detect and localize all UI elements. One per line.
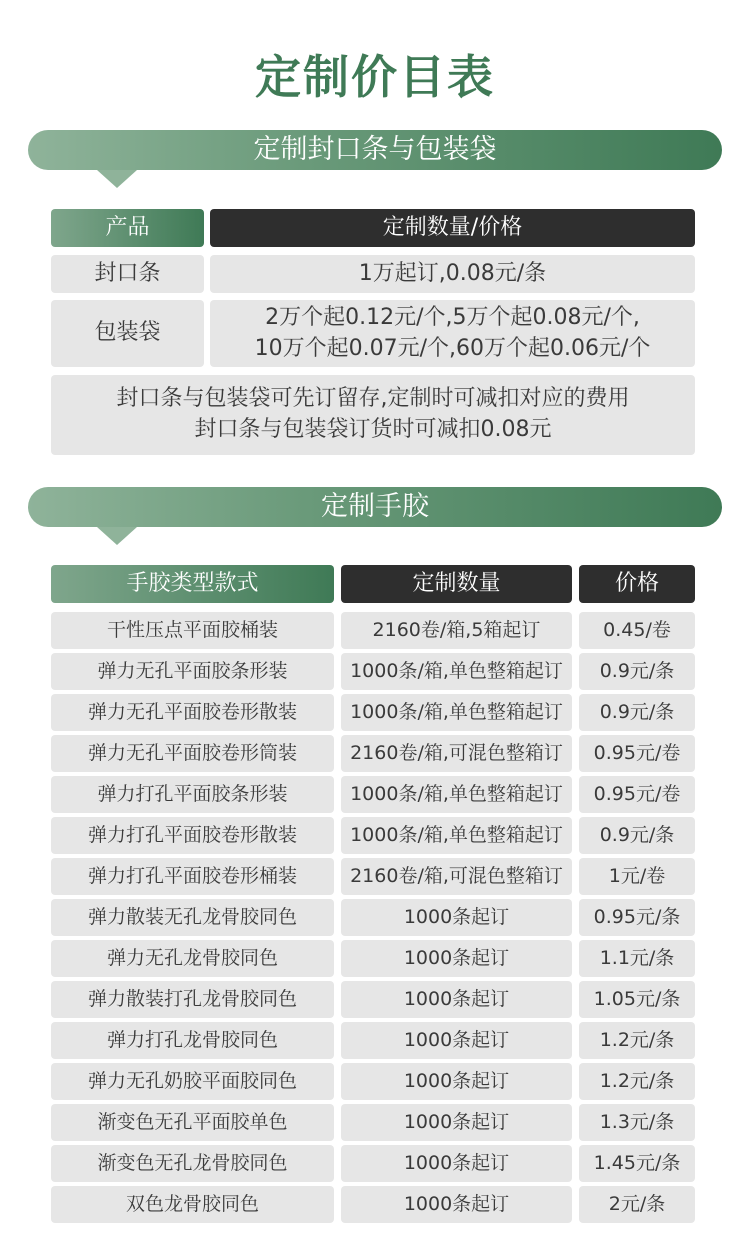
grip-type-cell: 弹力打孔平面胶卷形桶装 <box>51 858 334 895</box>
price-packaging-bag <box>210 300 695 367</box>
grip-price-cell: 1.2元/条 <box>579 1022 695 1059</box>
banner-notch <box>97 527 137 545</box>
product-packaging-bag: 包装袋 <box>51 300 204 367</box>
grip-type-cell: 弹力无孔奶胶平面胶同色 <box>51 1063 334 1100</box>
note-line: 封口条与包装袋可先订留存,定制时可减扣对应的费用 <box>116 386 630 412</box>
page-title: 定制价目表 <box>255 50 495 104</box>
grip-price-cell: 0.95元/卷 <box>579 735 695 772</box>
grip-type-cell: 弹力无孔龙骨胶同色 <box>51 940 334 977</box>
grip-price-cell: 1元/卷 <box>579 858 695 895</box>
banner-notch <box>97 170 137 188</box>
grip-qty-cell: 1000条起订 <box>341 981 572 1018</box>
grip-qty-cell: 1000条/箱,单色整箱起订 <box>341 653 572 690</box>
grip-price-cell: 1.1元/条 <box>579 940 695 977</box>
grip-type-cell: 弹力散装无孔龙骨胶同色 <box>51 899 334 936</box>
grip-qty-cell: 1000条/箱,单色整箱起订 <box>341 817 572 854</box>
grip-price-cell: 1.05元/条 <box>579 981 695 1018</box>
price-line: 2万个起0.12元/个,5万个起0.08元/个, <box>265 304 640 330</box>
grip-type-cell: 弹力无孔平面胶卷形散装 <box>51 694 334 731</box>
grip-qty-cell: 1000条起订 <box>341 1104 572 1141</box>
price-line: 1万起订,0.08元/条 <box>358 260 547 286</box>
grip-type-cell: 弹力打孔平面胶卷形散装 <box>51 817 334 854</box>
grip-qty-cell: 1000条起订 <box>341 1145 572 1182</box>
note-box <box>51 375 695 455</box>
grip-qty-cell: 2160卷/箱,可混色整箱订 <box>341 858 572 895</box>
grip-type-cell: 弹力打孔平面胶条形装 <box>51 776 334 813</box>
grip-price-cell: 0.9元/条 <box>579 817 695 854</box>
grip-type-cell: 弹力无孔平面胶条形装 <box>51 653 334 690</box>
header-price: 价格 <box>579 565 695 603</box>
grip-type-cell: 渐变色无孔龙骨胶同色 <box>51 1145 334 1182</box>
grip-qty-cell: 2160卷/箱,5箱起订 <box>341 612 572 649</box>
grip-qty-cell: 2160卷/箱,可混色整箱订 <box>341 735 572 772</box>
grip-price-cell: 1.3元/条 <box>579 1104 695 1141</box>
grip-price-cell: 1.2元/条 <box>579 1063 695 1100</box>
grip-qty-cell: 1000条起订 <box>341 1186 572 1223</box>
grip-price-cell: 0.45/卷 <box>579 612 695 649</box>
header-product: 产品 <box>51 209 204 247</box>
grip-type-cell: 干性压点平面胶桶装 <box>51 612 334 649</box>
price-seal-strip <box>210 255 695 293</box>
price-line: 10万个起0.07元/个,60万个起0.06元/个 <box>254 335 651 361</box>
section-banner-grip-tape: 定制手胶 <box>28 487 722 527</box>
grip-price-cell: 0.95元/条 <box>579 899 695 936</box>
header-custom-qty: 定制数量 <box>341 565 572 603</box>
note-line: 封口条与包装袋订货时可减扣0.08元 <box>194 417 552 442</box>
grip-price-cell: 0.9元/条 <box>579 694 695 731</box>
section-banner-packaging: 定制封口条与包装袋 <box>28 130 722 170</box>
header-qty-price: 定制数量/价格 <box>210 209 695 247</box>
product-seal-strip: 封口条 <box>51 255 204 293</box>
grip-price-cell: 2元/条 <box>579 1186 695 1223</box>
grip-type-cell: 弹力散装打孔龙骨胶同色 <box>51 981 334 1018</box>
grip-qty-cell: 1000条起订 <box>341 899 572 936</box>
grip-qty-cell: 1000条/箱,单色整箱起订 <box>341 694 572 731</box>
header-grip-type: 手胶类型款式 <box>51 565 334 603</box>
grip-qty-cell: 1000条起订 <box>341 940 572 977</box>
grip-qty-cell: 1000条/箱,单色整箱起订 <box>341 776 572 813</box>
grip-type-cell: 渐变色无孔平面胶单色 <box>51 1104 334 1141</box>
grip-qty-cell: 1000条起订 <box>341 1063 572 1100</box>
grip-price-cell: 0.95元/卷 <box>579 776 695 813</box>
grip-type-cell: 弹力打孔龙骨胶同色 <box>51 1022 334 1059</box>
grip-price-cell: 0.9元/条 <box>579 653 695 690</box>
grip-qty-cell: 1000条起订 <box>341 1022 572 1059</box>
grip-type-cell: 弹力无孔平面胶卷形筒装 <box>51 735 334 772</box>
grip-type-cell: 双色龙骨胶同色 <box>51 1186 334 1223</box>
grip-price-cell: 1.45元/条 <box>579 1145 695 1182</box>
